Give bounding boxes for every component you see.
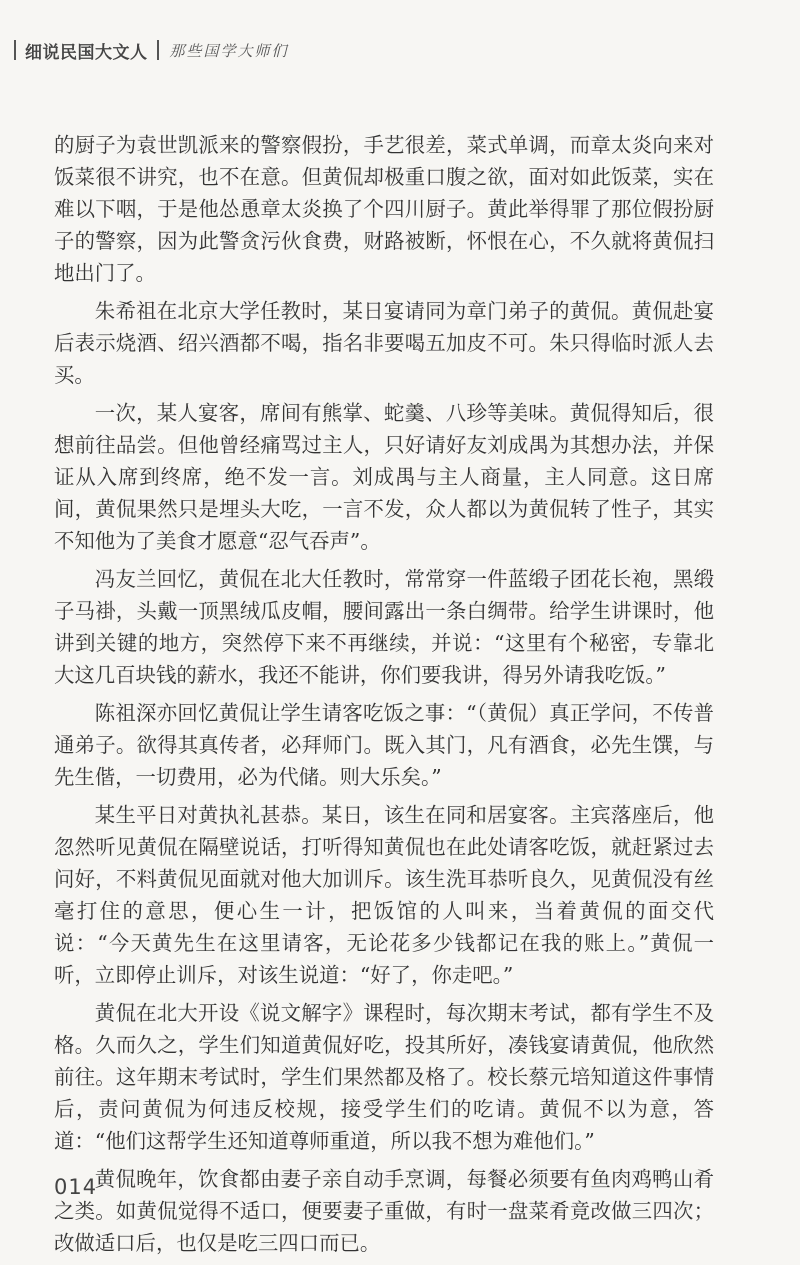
book-title: 细说民国大文人 (25, 42, 148, 63)
paragraph: 某生平日对黄执礼甚恭。某日，该生在同和居宴客。主宾落座后，他忽然听见黄侃在隔壁说话，打听得知黄侃也在此处请客吃饭，就赶紧过去问好，不料黄侃见面就对他大加训斥。该生洗耳恭听良久，见黄侃没有丝毫打住的意思，便心生一计，把饭馆的人叫来，当着黄侃的面交代说：“今天黄先生在这里请客，无论花多少钱都记在我的账上。”黄侃一听，立即停止训斥，对该生说道：“好了，你走吧。” (54, 803, 714, 987)
header-divider-left (14, 40, 16, 60)
chapter-title: 那些国学大师们 (169, 41, 289, 60)
paragraph: 一次，某人宴客，席间有熊掌、蛇羹、八珍等美味。黄侃得知后，很想前往品尝。但他曾经痛骂过主人，只好请好友刘成禺为其想办法，并保证从入席到终席，绝不发一言。刘成禺与主人商量，主人同意。这日席间，黄侃果然只是埋头大吃，一言不发，众人都以为黄侃转了性子，其实不知他为了美食才愿意“忍气吞声”。 (54, 401, 714, 553)
running-header (14, 38, 289, 62)
paragraph: 的厨子为袁世凯派来的警察假扮，手艺很差，菜式单调，而章太炎向来对饭菜很不讲究，也不在意。但黄侃却极重口腹之欲，面对如此饭菜，实在难以下咽，于是他怂恿章太炎换了个四川厨子。黄此举得罪了那位假扮厨子的警察，因为此警贪污伙食费，财路被断，怀恨在心，不久就将黄侃扫地出门了。 (54, 133, 714, 285)
paragraph: 冯友兰回忆，黄侃在北大任教时，常常穿一件蓝缎子团花长袍，黑缎子马褂，头戴一顶黑绒瓜皮帽，腰间露出一条白绸带。给学生讲课时，他讲到关键的地方，突然停下来不再继续，并说：“这里有个秘密，专靠北大这几百块钱的薪水，我还不能讲，你们要我讲，得另外请我吃饭。” (54, 567, 714, 687)
page-number: 014 (54, 1175, 98, 1199)
paragraph: 黄侃在北大开设《说文解字》课程时，每次期末考试，都有学生不及格。久而久之，学生们知道黄侃好吃，投其所好，凑钱宴请黄侃，他欣然前往。这年期末考试时，学生们果然都及格了。校长蔡元培知道这件事情后，责问黄侃为何违反校规，接受学生们的吃请。黄侃不以为意，答道：“他们这帮学生还知道尊师重道，所以我不想为难他们。” (54, 1001, 714, 1153)
header-divider-middle (157, 40, 159, 60)
body-text (54, 129, 714, 1265)
paragraph: 黄侃晚年，饮食都由妻子亲自动手烹调，每餐必须要有鱼肉鸡鸭山肴之类。如黄侃觉得不适口，便要妻子重做，有时一盘菜肴竟改做三四次；改做适口后，也仅是吃三四口而已。 (54, 1167, 714, 1255)
paragraph: 朱希祖在北京大学任教时，某日宴请同为章门弟子的黄侃。黄侃赴宴后表示烧酒、绍兴酒都不喝，指名非要喝五加皮不可。朱只得临时派人去买。 (54, 299, 714, 387)
paragraph: 陈祖深亦回忆黄侃让学生请客吃饭之事：“（黄侃）真正学问，不传普通弟子。欲得其真传者，必拜师门。既入其门，凡有酒食，必先生馔，与先生偕，一切费用，必为代储。则大乐矣。” (54, 701, 714, 789)
